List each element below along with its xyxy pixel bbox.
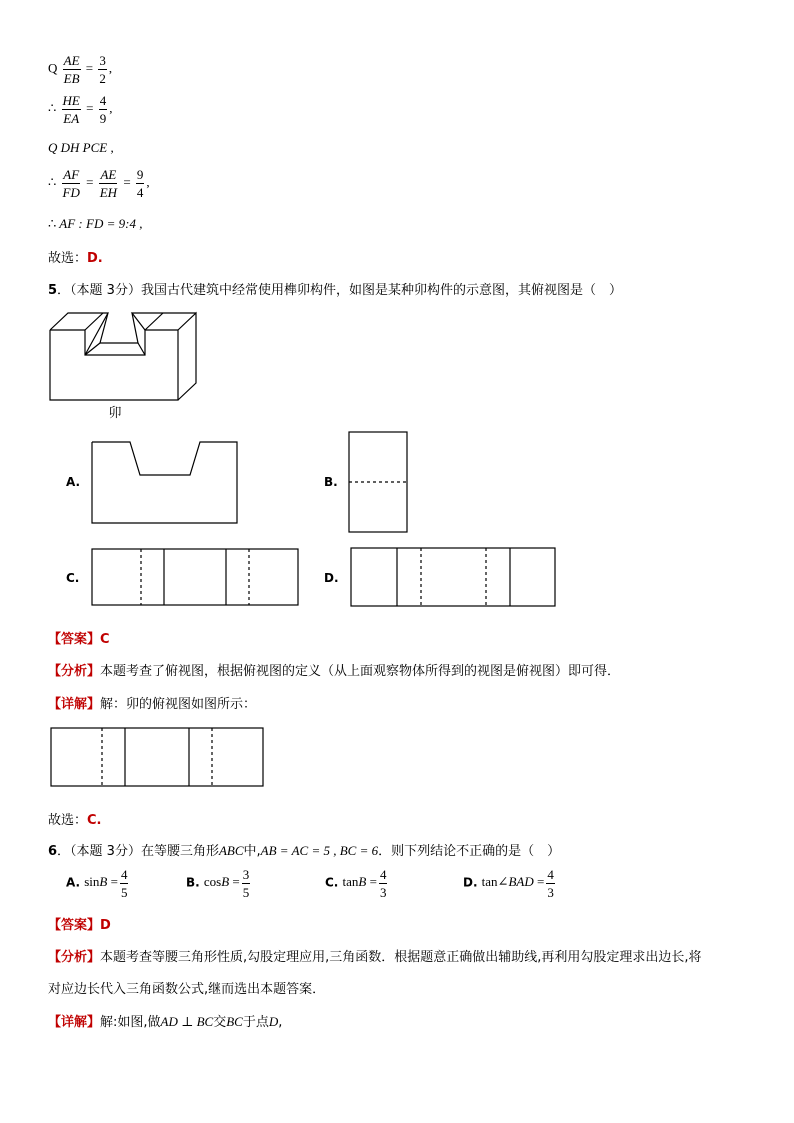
line-ratio-he-ea: ∴ $\frac{HE}{EA}$ = $\frac{4}{9}$ , [48, 93, 113, 126]
q6-option-label: C. [325, 875, 339, 890]
option-d-label[interactable]: D. [324, 571, 339, 585]
detail-top-view-figure [51, 728, 263, 786]
option-d-figure [351, 548, 555, 606]
line-parallel: Q DH PCE , [48, 140, 114, 155]
option-fraction: $\frac{3}{5}$ [242, 867, 250, 900]
option-c-figure [92, 549, 298, 605]
option-fraction: $\frac{4}{3}$ [379, 867, 387, 900]
option-b-label[interactable]: B. [324, 475, 338, 489]
option-a-figure [92, 442, 237, 523]
fraction-ae-eh: $\frac{AE}{EH}$ [99, 167, 118, 200]
fraction-9-4: $\frac{9}{4}$ [136, 167, 144, 200]
fraction-af-fd: $\frac{AF}{FD}$ [62, 167, 80, 200]
option-fraction: $\frac{4}{3}$ [547, 867, 554, 900]
fraction-he-ea: $\frac{HE}{EA}$ [62, 93, 80, 126]
q5-answer: 【答案】C [48, 632, 110, 647]
option-fraction: $\frac{4}{5}$ [120, 867, 128, 900]
q6-option-label: B. [186, 875, 200, 890]
q6-analysis-line-1: 【分析】本题考查等腰三角形性质,勾股定理应用,三角函数．根据题意正确做出辅助线,再利用勾股定理求出边长,将 [48, 950, 702, 965]
q6-option-label: D. [463, 875, 478, 890]
question-5: 5．（本题 3分）我国古代建筑中经常使用榫卯构件，如图是某种卯构件的示意图，其俯视图是（ ） [48, 283, 622, 298]
q6-answer: 【答案】D [48, 918, 111, 933]
option-a-label[interactable]: A. [66, 475, 81, 489]
q6-option-b[interactable]: B. cosB = $\frac{3}{5}$ [186, 867, 250, 900]
line-ratio-af-fd: ∴ $\frac{AF}{FD}$ = $\frac{AE}{EH}$ = $\frac{9}{4}$ , [48, 167, 150, 200]
option-c-label[interactable]: C. [66, 571, 80, 585]
line-af-fd-ratio: ∴ AF : FD = 9:4 , [48, 216, 143, 231]
q6-option-label: A. [66, 875, 81, 890]
fraction-4-9: $\frac{4}{9}$ [99, 93, 107, 126]
line-ratio-ae-eb: Q $\frac{AE}{EB}$ = $\frac{3}{2}$ , [48, 53, 113, 86]
q6-detail: 【详解】解:如图,做AD ⊥ BC交BC于点D, [48, 1014, 283, 1030]
q5-choice: 故选：C. [48, 813, 102, 828]
prev-choice: 故选：D. [48, 251, 103, 266]
q6-option-c[interactable]: C. tanB = $\frac{4}{3}$ [325, 867, 387, 900]
question-6: 6．（本题 3分）在等腰三角形ABC中,AB = AC = 5 , BC = 6．则下列结论不正确的是（ ） [48, 843, 561, 859]
q6-option-a[interactable]: A. sinB = $\frac{4}{5}$ [66, 867, 128, 900]
q5-detail: 【详解】解：卯的俯视图如图所示： [48, 697, 257, 712]
fraction-3-2: $\frac{3}{2}$ [99, 53, 106, 86]
mortise-3d-figure [50, 313, 196, 400]
fraction-ae-eb: $\frac{AE}{EB}$ [63, 53, 80, 86]
q6-option-d[interactable]: D. tan∠BAD = $\frac{4}{3}$ [463, 867, 554, 900]
q6-analysis-line-2: 对应边长代入三角函数公式,继而选出本题答案． [48, 982, 326, 997]
q5-analysis: 【分析】本题考查了俯视图，根据俯视图的定义（从上面观察物体所得到的视图是俯视图）即可得． [48, 664, 621, 679]
figure-caption: 卯 [108, 406, 122, 421]
option-b-figure [349, 432, 407, 532]
